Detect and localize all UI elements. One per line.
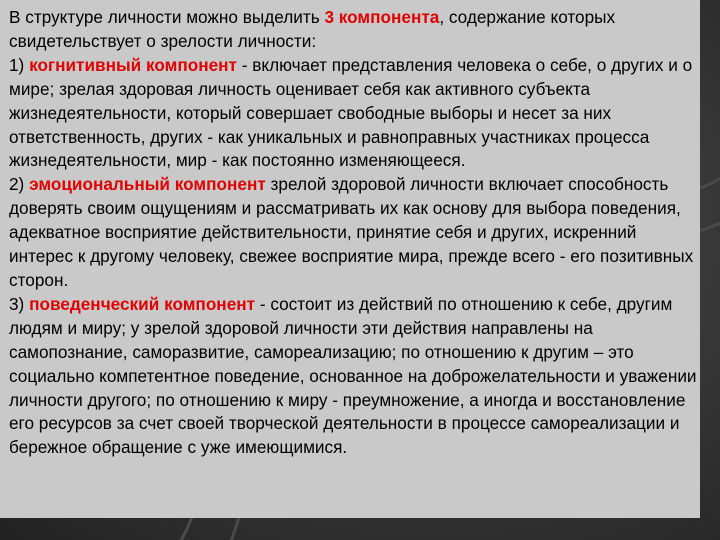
- highlighted-term: 3 компонента: [324, 7, 440, 27]
- paragraph: [9, 293, 699, 460]
- paragraph: [9, 173, 699, 293]
- paragraph: [9, 6, 699, 54]
- slide-body-text: [9, 6, 699, 460]
- highlighted-term: поведенческий компонент: [29, 293, 256, 314]
- highlighted-term: эмоциональный компонент: [29, 174, 266, 195]
- paragraph-text: , содержание которых свидетельствует о зрелости личности:: [9, 7, 616, 51]
- paragraph-text: - состоит из действий по отношению к себе, другим людям и миру; у зрелой здоровой личности эти действия направлены на самопознание, саморазвитие, самореализацию; по отношению к другим – это социально компетентное поведение, основанное на доброжелательности и уважении личности другого; по отношению к миру - преумножение, а иногда и восстановление его ресурсов за счет своей творческой деятельности в процессе самореализации и бережное обращение с уже имеющимися.: [9, 293, 697, 458]
- paragraph-text: - включает представления человека о себе, о других и о мире; зрелая здоровая личность оценивает себя как активного субъекта жизнедеятельности, который совершает свободные выборы и несет за них ответственность, других - как уникальных и равноправных участниках процесса жизнедеятельности, мир - как постоянно изменяющееся.: [9, 54, 693, 171]
- highlighted-term: когнитивный компонент: [29, 54, 237, 75]
- paragraph-text: 1): [9, 54, 30, 75]
- paragraph-text: 3): [9, 293, 30, 314]
- paragraph-text: зрелой здоровой личности включает способность доверять своим ощущениям и рассматривать их как основу для выбора поведения, адекватное восприятие действительности, принятие себя и других, искренний интерес к другому человеку, свежее восприятие мира, прежде всего - его позитивных сторон.: [9, 174, 694, 290]
- paragraph-text: В структуре личности можно выделить: [9, 7, 325, 27]
- paragraph: [9, 54, 699, 174]
- paragraph-text: 2): [9, 174, 30, 195]
